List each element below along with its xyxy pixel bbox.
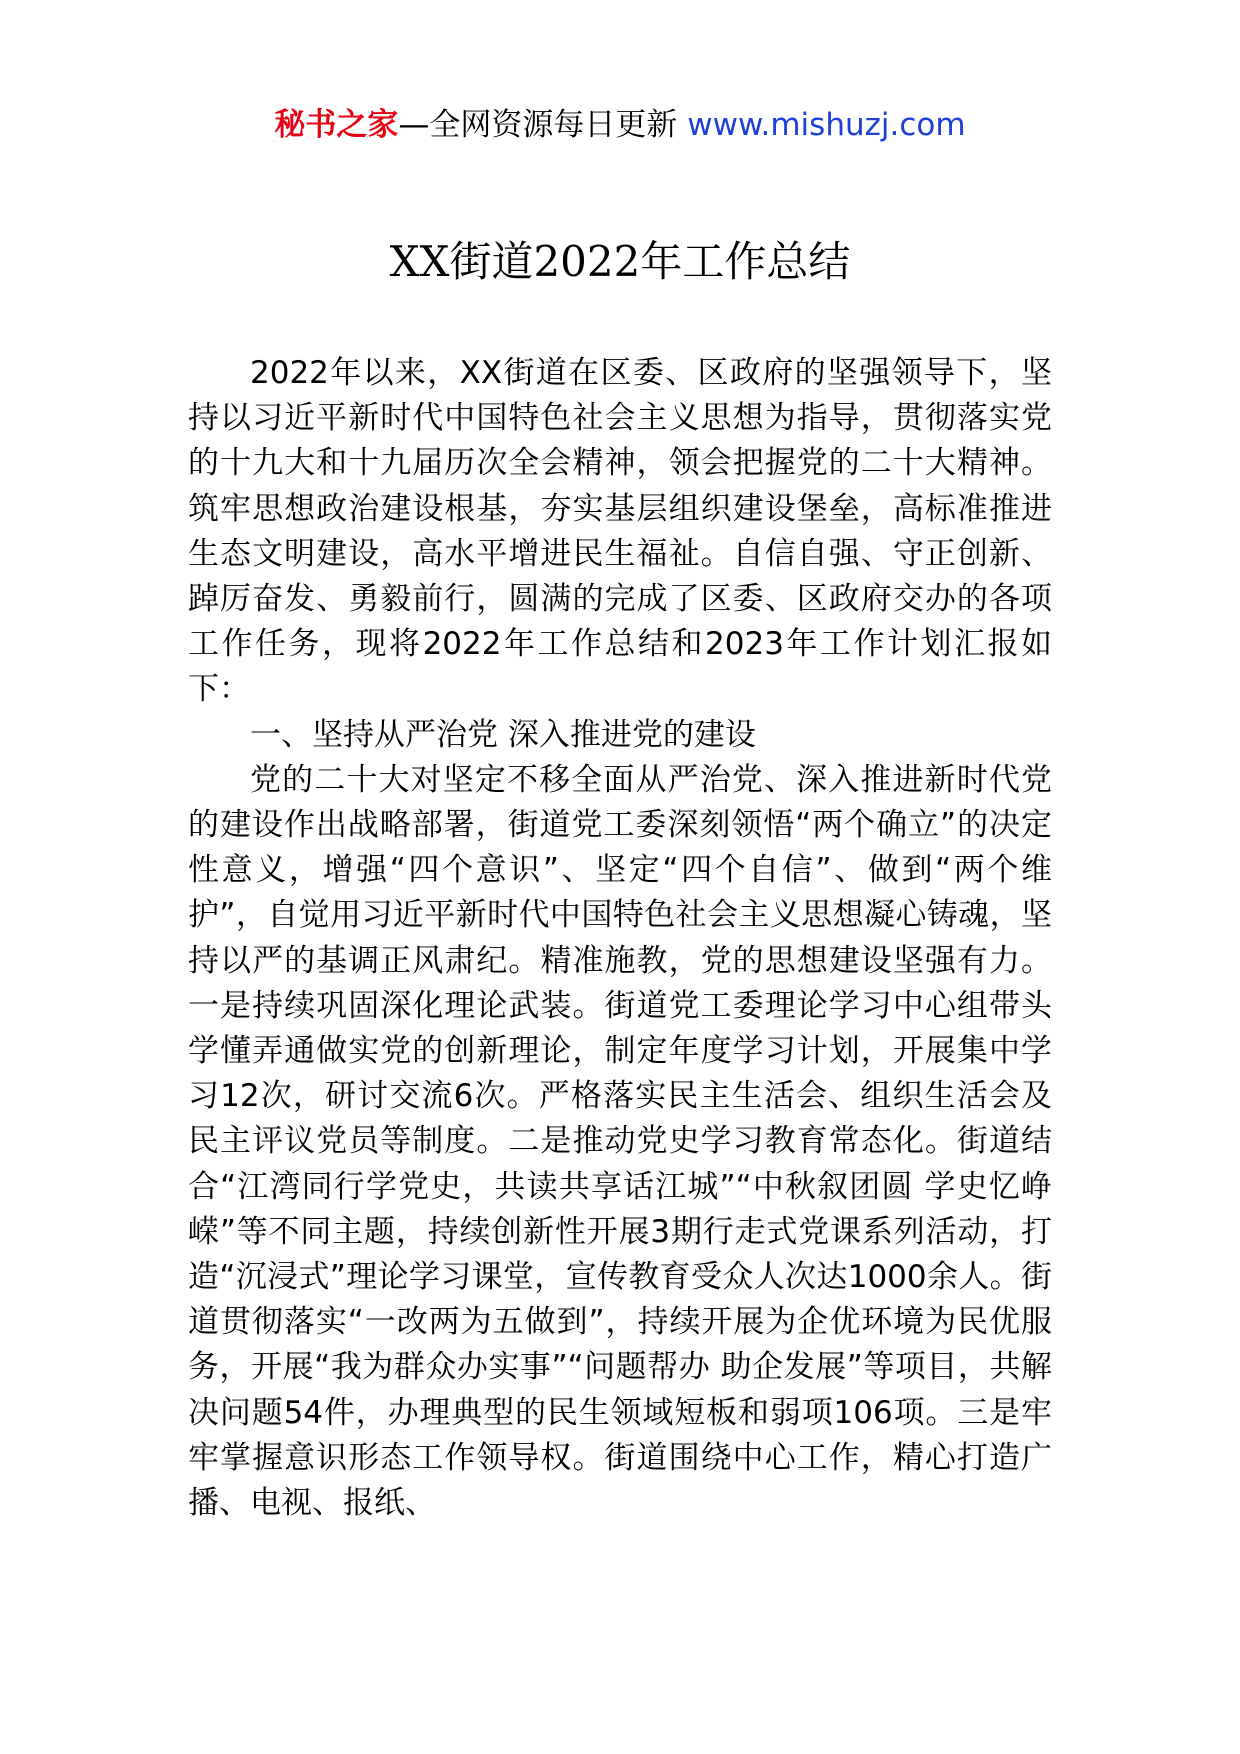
section-heading: 一、坚持从严治党 深入推进党的建设 xyxy=(250,716,756,753)
document-title: XX街道2022年工作总结 xyxy=(389,237,851,286)
intro-paragraph: 2022年以来，XX街道在区委、区政府的坚强领导下，坚持以习近平新时代中国特色社会主义思想为指导，贯彻落实党的十九大和十九届历次全会精神，领会把握党的二十大精神。筑牢思想政治建设根基，夯实基层组织建设堡垒，高标准推进生态文明建设，高水平增进民生福祉。自信自强、守正创新、踔厉奋发、勇毅前行，圆满的完成了区委、区政府交办的各项工作任务，现将2022年工作总结和2023年工作计划汇报如下： xyxy=(188,355,1052,708)
site-banner xyxy=(0,100,1240,150)
banner-site-link[interactable]: www.mishuzj.com xyxy=(687,107,966,143)
section-paragraph: 党的二十大对坚定不移全面从严治党、深入推进新时代党的建设作出战略部署，街道党工委深刻领悟“两个确立”的决定性意义，增强“四个意识”、坚定“四个自信”、做到“两个维护”，自觉用习近平新时代中国特色社会主义思想凝心铸魂，坚持以严的基调正风肃纪。精准施教，党的思想建设坚强有力。一是持续巩固深化理论武装。街道党工委理论学习中心组带头学懂弄通做实党的创新理论，制定年度学习计划，开展集中学习12次，研讨交流6次。严格落实民主生活会、组织生活会及民主评议党员等制度。二是推动党史学习教育常态化。街道结合“江湾同行学党史，共读共享话江城”“中秋叙团圆 学史忆峥嵘”等不同主题，持续创新性开展3期行走式党课系列活动，打造“沉浸式”理论学习课堂，宣传教育受众人次达1000余人。街道贯彻落实“一改两为五做到”，持续开展为企优环境为民优服务，开展“我为群众办实事”“问题帮办 助企发展”等项目，共解决问题54件，办理典型的民生领域短板和弱项106项。三是牢牢掌握意识形态工作领导权。街道围绕中心工作，精心打造广播、电视、报纸、 xyxy=(188,761,1052,1522)
banner-brand: 秘书之家 xyxy=(274,107,399,143)
banner-tagline: —全网资源每日更新 xyxy=(398,107,688,143)
document-body xyxy=(188,351,1052,1526)
